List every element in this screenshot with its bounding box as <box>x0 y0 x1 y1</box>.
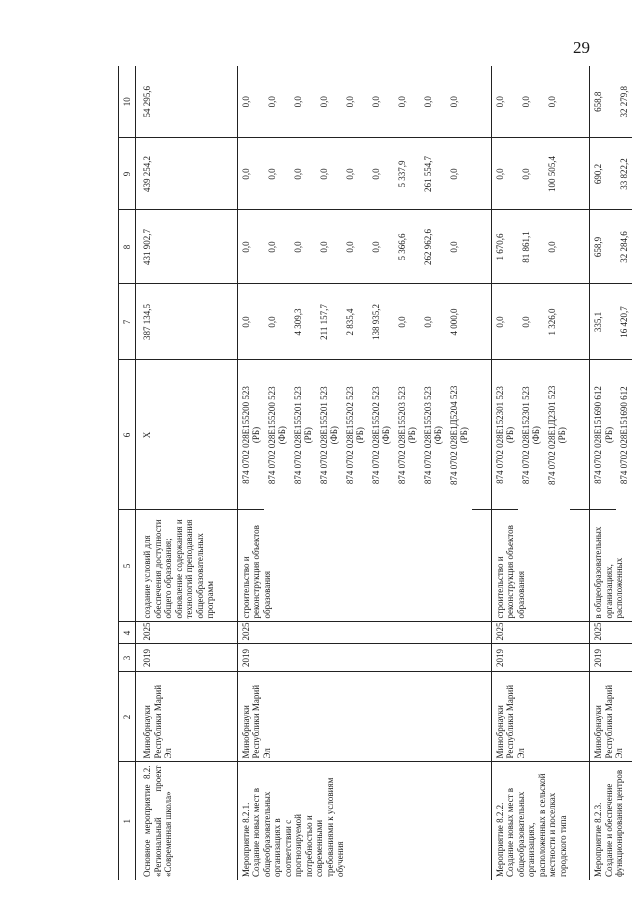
page-number: 29 <box>573 38 590 57</box>
value-col-10: 0,0 <box>394 66 420 138</box>
value-col-7: 1 326,0 <box>544 284 570 360</box>
end-year: 2025 <box>491 622 570 644</box>
value-col-9: 0,0 <box>264 138 290 210</box>
column-header-6: 6 <box>119 360 136 510</box>
value-col-7: 4 309,3 <box>290 284 316 360</box>
event-description: строительство и реконструкция объектов образования <box>237 510 472 622</box>
value-col-9: 0,0 <box>237 138 264 210</box>
value-col-8: 431 902,7 <box>136 210 218 284</box>
value-col-10: 0,0 <box>342 66 368 138</box>
value-col-9: 0,0 <box>446 138 472 210</box>
value-col-7: 0,0 <box>237 284 264 360</box>
start-year: 2019 <box>590 644 632 672</box>
value-col-7: 4 000,0 <box>446 284 472 360</box>
column-header-5: 5 <box>119 510 136 622</box>
event-description: строительство и реконструкция объектов образования <box>491 510 570 622</box>
value-col-8: 5 366,6 <box>394 210 420 284</box>
executor: Минобрнауки Республики Марий Эл <box>237 672 472 762</box>
value-col-10: 0,0 <box>264 66 290 138</box>
budget-code: 874 0702 028E152301 523 (РБ) <box>491 360 518 510</box>
rotated-table-wrapper <box>118 66 629 880</box>
event-description: в общеобразовательных организациях, расположенных <box>590 510 632 622</box>
value-col-9: 5 337,9 <box>394 138 420 210</box>
value-col-8: 0,0 <box>544 210 570 284</box>
start-year: 2019 <box>136 644 218 672</box>
budget-code: 874 0702 028E155200 523 (РБ) <box>237 360 264 510</box>
value-col-10: 0,0 <box>368 66 394 138</box>
column-header-9: 9 <box>119 138 136 210</box>
value-col-9: 0,0 <box>491 138 518 210</box>
value-col-10: 0,0 <box>316 66 342 138</box>
budget-code: 874 0702 028E155203 523 (ФБ) <box>422 386 443 485</box>
column-header-8: 8 <box>119 210 136 284</box>
value-col-9: 690,2 <box>590 138 617 210</box>
executor: Минобрнауки Республики Марий Эл <box>136 672 218 762</box>
column-header-2: 2 <box>119 672 136 762</box>
column-header-7: 7 <box>119 284 136 360</box>
budget-code: X <box>136 360 218 510</box>
spacer-row <box>472 66 492 880</box>
spacer-row <box>570 66 590 880</box>
spacer-row <box>218 66 238 880</box>
value-col-9: 100 505,4 <box>544 138 570 210</box>
value-col-8: 0,0 <box>342 210 368 284</box>
end-year: 2025 <box>237 622 472 644</box>
value-col-7: 138 935,2 <box>368 284 394 360</box>
event-name: Мероприятие 8.2.1. Создание новых мест в общеобразовательных организациях в соответствии с прогнозируемой потребностью и современными требованиями к условиям обучения <box>237 762 472 880</box>
executor: Минобрнауки Республики Марий Эл <box>590 672 632 762</box>
value-col-7: 2 835,4 <box>342 284 368 360</box>
budget-code: 874 0702 028E151690 612 <box>619 386 629 485</box>
event-name: Мероприятие 8.2.2. Создание новых мест в общеобразовательных организациях, расположенных в сельской местности и поселках городского типа <box>491 762 570 880</box>
budget-code: 874 0702 028E155202 523 (ФБ) <box>370 386 391 485</box>
budget-code: 874 0702 028E155201 523 (РБ) <box>292 386 313 485</box>
end-year: 2025 <box>136 622 218 644</box>
budget-code: 874 0702 028E155202 523 (РБ) <box>344 386 365 485</box>
value-col-10: 0,0 <box>290 66 316 138</box>
value-col-8: 0,0 <box>446 210 472 284</box>
value-col-8: 262 962,6 <box>420 210 446 284</box>
executor: Минобрнауки Республики Марий Эл <box>491 672 570 762</box>
start-year: 2019 <box>237 644 472 672</box>
value-col-9: 261 554,7 <box>420 138 446 210</box>
value-col-7: 0,0 <box>394 284 420 360</box>
budget-code: 874 0702 028E152301 523 (ФБ) <box>520 386 542 485</box>
value-col-10: 32 279,8 <box>616 66 632 138</box>
value-col-8: 658,9 <box>590 210 617 284</box>
value-col-7: 335,1 <box>590 284 617 360</box>
value-col-7: 211 157,7 <box>316 284 342 360</box>
budget-code: 874 0702 028E155200 523 (ФБ) <box>266 386 287 485</box>
column-header-3: 3 <box>119 644 136 672</box>
event-description: создание условий для обеспечения доступности общего образования; обновление содержания и технологий преподавания общеобразовательных программ <box>136 510 218 622</box>
budget-code: 874 0702 028E155203 523 (РБ) <box>396 386 417 485</box>
event-name: Мероприятие 8.2.3. Создание и обеспечение функционирования центров <box>590 762 632 880</box>
value-col-7: 16 420,7 <box>616 284 632 360</box>
value-col-9: 439 254,2 <box>136 138 218 210</box>
value-col-10: 658,8 <box>590 66 617 138</box>
value-col-8: 0,0 <box>237 210 264 284</box>
value-col-7: 0,0 <box>420 284 446 360</box>
value-col-8: 81 861,1 <box>518 210 544 284</box>
table-stage <box>118 66 629 880</box>
value-col-9: 0,0 <box>316 138 342 210</box>
value-col-9: 0,0 <box>342 138 368 210</box>
value-col-9: 0,0 <box>518 138 544 210</box>
value-col-8: 0,0 <box>264 210 290 284</box>
value-col-8: 1 670,6 <box>491 210 518 284</box>
budget-code: 874 0702 028E151690 612 (РБ) <box>590 360 617 510</box>
end-year: 2025 <box>590 622 632 644</box>
value-col-8: 0,0 <box>316 210 342 284</box>
table-row <box>136 66 218 880</box>
value-col-10: 0,0 <box>237 66 264 138</box>
value-col-7: 387 134,5 <box>136 284 218 360</box>
value-col-10: 0,0 <box>491 66 518 138</box>
value-col-7: 0,0 <box>264 284 290 360</box>
value-col-10: 0,0 <box>446 66 472 138</box>
event-name: Основное мероприятие 8.2. «Региональный проект «Современная школа» <box>142 765 173 877</box>
value-col-7: 0,0 <box>518 284 544 360</box>
table-row <box>590 66 617 880</box>
value-col-7: 0,0 <box>491 284 518 360</box>
table-row <box>237 66 264 880</box>
value-col-10: 54 295,6 <box>136 66 218 138</box>
column-header-10: 10 <box>119 66 136 138</box>
value-col-9: 0,0 <box>290 138 316 210</box>
budget-code: 874 0702 028E1Д5204 523 (РБ) <box>448 385 469 485</box>
value-col-10: 0,0 <box>518 66 544 138</box>
value-col-10: 0,0 <box>420 66 446 138</box>
value-col-10: 0,0 <box>544 66 570 138</box>
value-col-9: 33 822,2 <box>616 138 632 210</box>
value-col-8: 0,0 <box>290 210 316 284</box>
budget-code: 874 0702 028E1Д2301 523 (РБ) <box>546 385 568 485</box>
table-row <box>491 66 518 880</box>
value-col-9: 0,0 <box>368 138 394 210</box>
budget-table <box>118 66 632 880</box>
value-col-8: 32 284,6 <box>616 210 632 284</box>
start-year: 2019 <box>491 644 570 672</box>
column-header-4: 4 <box>119 622 136 644</box>
budget-code: 874 0702 028E155201 523 (ФБ) <box>318 386 339 485</box>
column-header-1: 1 <box>119 762 136 880</box>
value-col-8: 0,0 <box>368 210 394 284</box>
column-number-row <box>119 66 136 880</box>
